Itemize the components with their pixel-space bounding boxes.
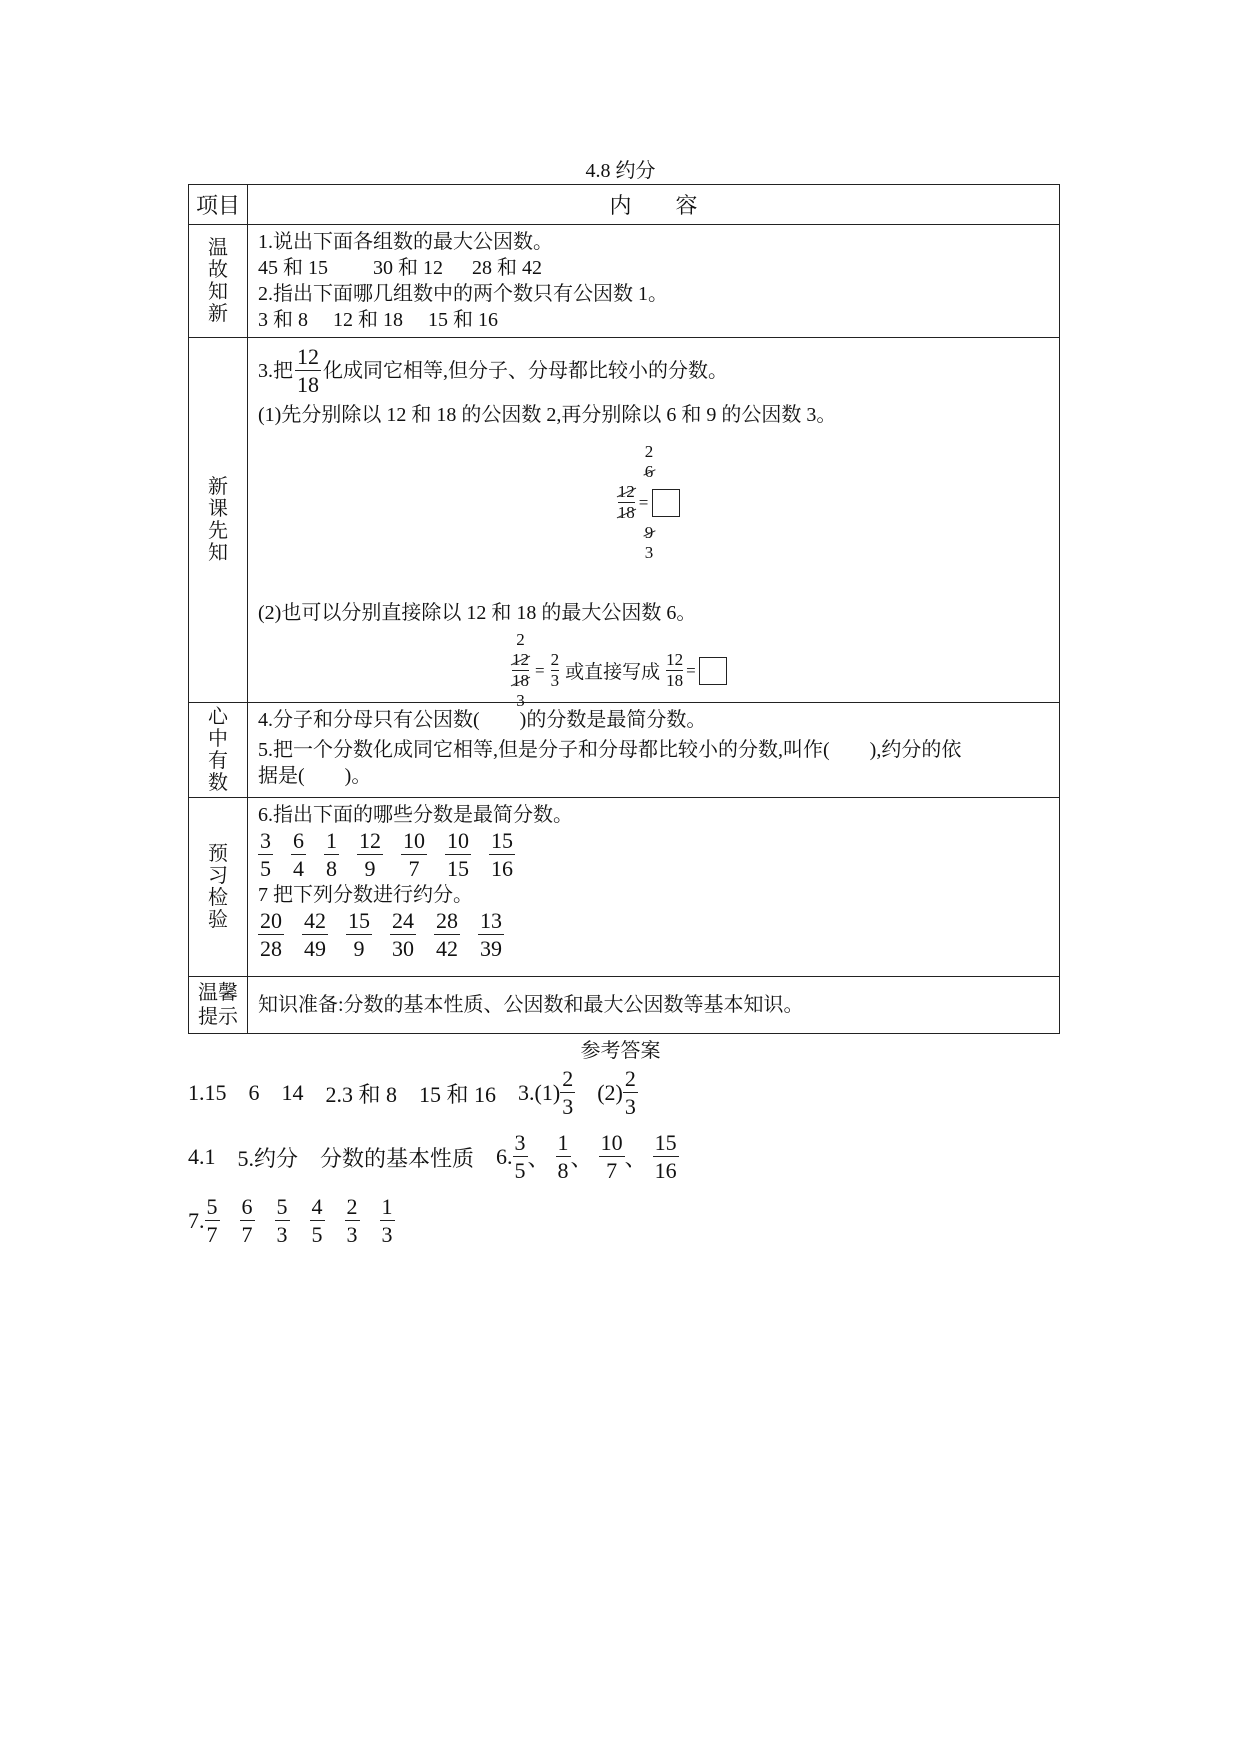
- fraction-denominator: 3: [346, 1222, 358, 1247]
- fraction-numerator: 42: [304, 908, 326, 933]
- fraction: [310, 1196, 325, 1246]
- step-1: (1)先分别除以 12 和 18 的公因数 2,再分别除以 6 和 9 的公因数 3。: [258, 404, 837, 426]
- answer-item: 3.(1): [518, 1080, 561, 1105]
- table-row: [189, 225, 1060, 338]
- fraction-denominator: 3: [562, 1094, 574, 1119]
- fraction-numerator: 4: [311, 1194, 323, 1219]
- fraction-numerator: 3: [260, 828, 271, 853]
- fraction-denominator: 4: [293, 856, 304, 881]
- row-label: 心中有数: [208, 706, 228, 794]
- answers-title: 参考答案: [580, 1040, 661, 1062]
- fraction-denominator: 16: [491, 856, 513, 881]
- answer-item: 5.约分: [237, 1145, 299, 1171]
- question-5-cont: 据是( )。: [258, 765, 372, 787]
- fraction-numerator: 10: [403, 828, 425, 853]
- question-2: 2.指出下面哪几组数中的两个数只有公因数 1。: [258, 283, 668, 305]
- answer-item: 6.: [496, 1144, 513, 1169]
- answer-item: 分数的基本性质: [320, 1145, 475, 1171]
- pair: 30 和 12: [373, 257, 443, 279]
- separator: 、: [570, 1145, 593, 1171]
- header-item: 项目: [189, 185, 248, 225]
- diagram-number: 6: [644, 462, 654, 481]
- fraction-numerator: 2: [562, 1066, 574, 1091]
- step-2: (2)也可以分别直接除以 12 和 18 的最大公因数 6。: [258, 602, 697, 624]
- fraction: [390, 910, 416, 960]
- fraction-numerator: 24: [392, 908, 414, 933]
- fraction: [291, 830, 306, 880]
- fraction-denominator: 5: [260, 856, 271, 881]
- fraction-denominator: 39: [480, 936, 502, 961]
- pair: 15 和 16: [428, 309, 498, 331]
- fraction: [445, 830, 471, 880]
- question-4: 4.分子和分母只有公因数( )的分数是最简分数。: [258, 709, 707, 731]
- answer-box[interactable]: [652, 489, 680, 517]
- fraction-denominator: 7: [606, 1158, 618, 1183]
- fraction: [434, 910, 460, 960]
- fraction-numerator: 28: [436, 908, 458, 933]
- answer-item: 6: [248, 1080, 260, 1105]
- fraction: [345, 1196, 360, 1246]
- fraction-denominator: 3: [381, 1222, 393, 1247]
- diagram-number: 12: [666, 650, 684, 669]
- fraction: [380, 1196, 395, 1246]
- answer-line-2: [188, 1132, 679, 1182]
- fraction-denominator: 28: [260, 936, 282, 961]
- fraction: [240, 1196, 255, 1246]
- fraction-denominator: 7: [408, 856, 420, 881]
- fraction-list-6: [258, 830, 1049, 880]
- fraction: [324, 830, 339, 880]
- fraction-denominator: 30: [392, 936, 414, 961]
- answer-line-3: [188, 1196, 679, 1246]
- fraction-numerator: 20: [260, 908, 282, 933]
- fraction-denominator: 16: [654, 1158, 677, 1183]
- diagram-number: 2: [644, 442, 654, 461]
- table-row: [189, 703, 1060, 798]
- question-1: 1.说出下面各组数的最大公因数。: [258, 231, 553, 253]
- answers-section: [188, 1044, 679, 1260]
- row-label: 新课先知: [208, 476, 228, 564]
- diagram-number: 3: [644, 543, 654, 562]
- question-5: 5.把一个分数化成同它相等,但是分子和分母都比较小的分数,叫作( ),约分的依: [258, 739, 962, 761]
- answer-item: 7.: [188, 1208, 205, 1233]
- table-header-row: [189, 185, 1060, 225]
- table-row: [189, 338, 1060, 703]
- page-title: 4.8 约分: [585, 160, 656, 182]
- fraction-numerator: 3: [514, 1130, 526, 1155]
- fraction-numerator: 15: [348, 908, 370, 933]
- answer-item: 14: [281, 1080, 304, 1105]
- fraction: [556, 1132, 571, 1182]
- fraction-numerator: 15: [491, 828, 513, 853]
- fraction-denominator: 15: [447, 856, 469, 881]
- row-label: 温馨提示: [198, 982, 238, 1028]
- fraction-denominator: 3: [624, 1094, 636, 1119]
- diagram-number: 2: [550, 650, 560, 669]
- diagram-number: 9: [644, 523, 654, 542]
- fraction-numerator: 2: [346, 1194, 358, 1219]
- fraction-denominator: 18: [297, 372, 319, 397]
- answer-item: (2): [597, 1080, 623, 1105]
- pair: 12 和 18: [333, 309, 403, 331]
- fraction-denominator: 7: [206, 1222, 218, 1247]
- fraction-denominator: 49: [304, 936, 326, 961]
- fraction-denominator: 3: [276, 1222, 288, 1247]
- answer-fractions: [205, 1196, 395, 1246]
- fraction: [258, 830, 273, 880]
- worksheet-table: [188, 184, 1060, 1034]
- diagram-number: 18: [512, 671, 529, 690]
- fraction-numerator: 12: [359, 828, 381, 853]
- fraction-denominator: 42: [436, 936, 458, 961]
- answer-item: 1.15: [188, 1080, 227, 1105]
- fraction: [302, 910, 328, 960]
- answer-item: 2.3 和 8: [325, 1081, 398, 1107]
- fraction: [653, 1132, 679, 1182]
- answer-item: 15 和 16: [419, 1081, 497, 1107]
- table-row: [189, 977, 1060, 1034]
- fraction-denominator: 8: [326, 856, 337, 881]
- question-6: 6.指出下面的哪些分数是最简分数。: [258, 804, 573, 826]
- answer-fractions: [513, 1132, 679, 1182]
- fraction-denominator: 7: [241, 1222, 253, 1247]
- fraction-numerator: 1: [381, 1194, 393, 1219]
- pair: 28 和 42: [472, 257, 542, 279]
- tip-text: 知识准备:分数的基本性质、公因数和最大公因数等基本知识。: [258, 994, 804, 1016]
- fraction: [599, 1132, 625, 1182]
- fraction-denominator: 5: [311, 1222, 323, 1247]
- fraction: [346, 910, 372, 960]
- fraction: [489, 830, 515, 880]
- fraction-numerator: 13: [480, 908, 502, 933]
- answer-box[interactable]: [699, 657, 727, 685]
- row-label: 温故知新: [208, 237, 228, 325]
- fraction: [357, 830, 383, 880]
- fraction-numerator: 2: [624, 1066, 636, 1091]
- pair: 45 和 15: [258, 257, 328, 279]
- fraction: [513, 1132, 528, 1182]
- diagram-number: 18: [617, 503, 635, 522]
- fraction-numerator: 1: [557, 1130, 569, 1155]
- fraction-numerator: 15: [654, 1130, 677, 1155]
- pair: 3 和 8: [258, 309, 308, 331]
- question-7: 7 把下列分数进行约分。: [258, 884, 473, 906]
- diagram-number: 2: [516, 630, 525, 649]
- fraction: [275, 1196, 290, 1246]
- fraction-numerator: 6: [241, 1194, 253, 1219]
- row-label: 预习检验: [208, 843, 228, 931]
- diagram-number: 3: [550, 671, 560, 690]
- fraction-denominator: 5: [514, 1158, 526, 1183]
- answer-line-1: [188, 1068, 679, 1118]
- fraction-numerator: 10: [447, 828, 469, 853]
- reduction-diagram-2: [512, 630, 727, 711]
- fraction-numerator: 12: [297, 344, 319, 369]
- fraction: [478, 910, 504, 960]
- fraction-denominator: 9: [353, 936, 365, 961]
- fraction-numerator: 5: [206, 1194, 218, 1219]
- answer-item: 4.1: [188, 1144, 216, 1169]
- fraction-denominator: 8: [557, 1158, 569, 1183]
- diagram-number: 18: [666, 671, 684, 690]
- diagram-number: 12: [512, 650, 529, 669]
- equals-sign: =: [686, 660, 696, 680]
- equals-sign: =: [638, 492, 649, 512]
- reduction-diagram-1: [604, 442, 694, 563]
- fraction: [205, 1196, 220, 1246]
- separator: 、: [624, 1145, 647, 1171]
- fraction: [401, 830, 427, 880]
- header-content: 内 容: [248, 185, 1060, 225]
- question-3-suffix: 化成同它相等,但分子、分母都比较小的分数。: [323, 360, 728, 382]
- fraction-numerator: 5: [276, 1194, 288, 1219]
- diagram-text: 或直接写成: [565, 662, 661, 683]
- fraction-numerator: 10: [600, 1130, 623, 1155]
- fraction: [258, 910, 284, 960]
- table-row: [189, 798, 1060, 977]
- question-3-prefix: 3.把: [258, 360, 293, 382]
- separator: 、: [527, 1145, 550, 1171]
- fraction-list-7: [258, 910, 1049, 960]
- equals-sign: =: [535, 660, 545, 680]
- fraction-numerator: 6: [293, 828, 304, 853]
- diagram-number: 12: [617, 482, 635, 501]
- fraction-denominator: 9: [364, 856, 376, 881]
- diagram-number: 3: [516, 691, 525, 710]
- fraction-numerator: 1: [326, 828, 337, 853]
